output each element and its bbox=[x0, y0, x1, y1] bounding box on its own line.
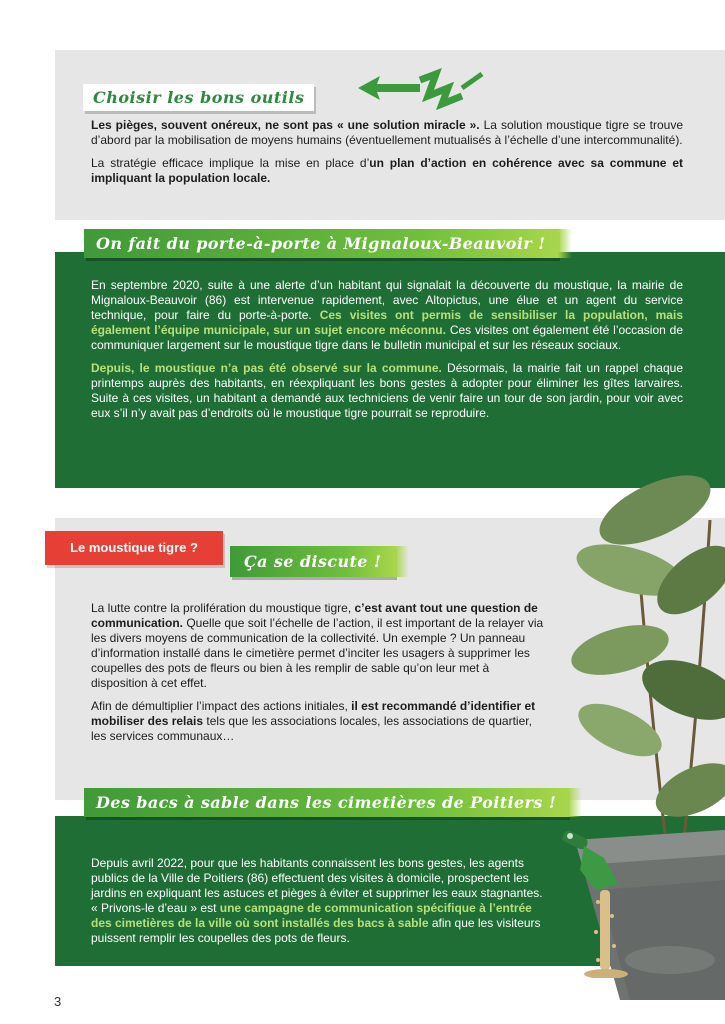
section-mignaloux-text bbox=[91, 278, 683, 429]
poitiers-rest: afin que les visiteurs puissent remplir les coupelles des pots de fleurs. bbox=[91, 916, 541, 945]
arrow-zigzag-icon bbox=[350, 66, 490, 110]
section-mignaloux-title: On fait du porte-à-porte à Mignaloux-Beauvoir ! bbox=[84, 229, 558, 258]
tools-strategy-bold: un plan d’action en cohérence avec sa commune et impliquant la population locale. bbox=[91, 156, 683, 185]
page-number: 3 bbox=[54, 994, 62, 1009]
section-poitiers-title: Des bacs à sable dans les cimetières de Poitiers ! bbox=[84, 788, 568, 817]
discussion-bold: c’est avant tout une question de communication. bbox=[91, 601, 538, 630]
discussion-intro: La lutte contre la prolifération du moustique tigre, bbox=[91, 601, 355, 615]
mosquito-question-badge: Le moustique tigre ? bbox=[45, 531, 223, 565]
discussion-relays-intro: Afin de démultiplier l’impact des actions initiales, bbox=[91, 699, 352, 713]
mignaloux-highlight: Ces visites ont permis de sensibiliser la population, mais également l’équipe municipale, sur un sujet encore méconnu. bbox=[91, 308, 683, 337]
mignaloux-intro: En septembre 2020, suite à une alerte d’un habitant qui signalait la découverte du moustique, la mairie de Mignaloux-Beauvoir (86) est intervenue rapidement, avec Altopictus, une élue et un agent du service technique, pour faire du porte-à-porte. bbox=[91, 278, 683, 322]
section-tools-title: Choisir les bons outils bbox=[83, 84, 314, 111]
mignaloux-result-highlight: Depuis, le moustique n’a pas été observé sur la commune. bbox=[91, 361, 442, 375]
poitiers-intro: Depuis avril 2022, pour que les habitants connaissent les bons gestes, les agents publics de la Ville de Poitiers (86) effectuent des visites à domicile, prospectent les jardins en expliquant les astuces et pièges à éviter et supprimer les eaux stagnantes. « Privons-le d’eau » est bbox=[91, 856, 543, 915]
tools-strategy-text: La stratégie efficace implique la mise en place d’ bbox=[91, 156, 370, 170]
mignaloux-intro-rest: Ces visites ont également été l’occasion de communiquer largement sur le moustique tigre dans le bulletin municipal et sur les réseaux sociaux. bbox=[91, 323, 683, 352]
poitiers-highlight: une campagne de communication spécifique à l’entrée des cimetières de la ville où sont installés des bacs à sable bbox=[91, 901, 532, 930]
sand-scoop-icon bbox=[560, 828, 630, 978]
discussion-relays-rest: tels que les associations locales, les associations de quartier, les services communaux… bbox=[91, 714, 532, 743]
section-poitiers-text bbox=[91, 856, 546, 954]
mignaloux-result-text: Désormais, la mairie fait un rappel chaque printemps auprès des habitants, en réexpliquant les bons gestes à adopter pour éliminer les gîtes larvaires. Suite à ces visites, un habitant a demandé aux techniciens de venir faire un tour de son jardin, pour voir avec eux s’il n’y avait pas d’endroits où le moustique tigre pourrait se reproduire. bbox=[91, 361, 683, 420]
tools-lead-bold: Les pièges, souvent onéreux, ne sont pas « une solution miracle ». bbox=[91, 118, 480, 132]
discussion-rest: Quelle que soit l’échelle de l’action, il est important de la relayer via les divers moyens de communication de la collectivité. Un exemple ? Un panneau d’information installé dans le cimetière permet d’inciter les usagers à supprimer les coupelles des pots de fleurs ou bien à les remplir de sable qu’on leur met à disposition à cet effet. bbox=[91, 616, 544, 690]
section-discussion-text bbox=[91, 601, 546, 752]
section-tools-text bbox=[91, 118, 683, 194]
discussion-relays-bold: il est recommandé d’identifier et mobiliser des relais bbox=[91, 699, 536, 728]
tools-lead-rest: La solution moustique tigre se trouve d’abord par la mobilisation de moyens humains (éventuellement mutualisés à l’échelle d’une intercommunalité). bbox=[91, 118, 683, 147]
section-discussion-title: Ça se discute ! bbox=[230, 546, 395, 577]
